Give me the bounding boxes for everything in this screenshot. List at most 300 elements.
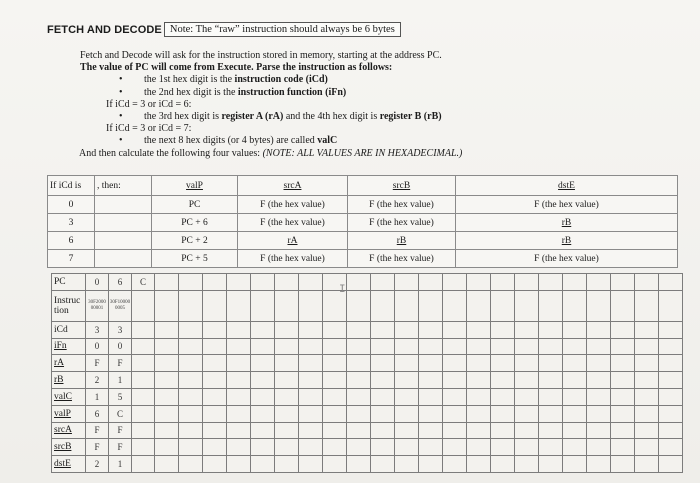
empty-cell: [563, 338, 587, 355]
empty-cell: [179, 355, 203, 372]
trace-row: [52, 372, 683, 389]
empty-cell: [515, 338, 539, 355]
empty-cell: [515, 290, 539, 321]
trace-cell: F: [109, 422, 132, 439]
empty-cell: [347, 274, 371, 291]
trace-cell: F: [86, 439, 109, 456]
empty-cell: [323, 372, 347, 389]
empty-cell: [299, 338, 323, 355]
empty-cell: [179, 274, 203, 291]
empty-cell: [299, 456, 323, 473]
trace-row-label: dstE: [52, 456, 86, 473]
table-cell: 7: [48, 250, 95, 268]
empty-cell: [635, 405, 659, 422]
table-cell: F (the hex value): [456, 196, 678, 214]
empty-cell: [491, 372, 515, 389]
empty-cell: [611, 439, 635, 456]
trace-cell: [132, 355, 155, 372]
empty-cell: [659, 355, 683, 372]
instructions-text: [80, 50, 670, 160]
table-cell: PC: [152, 196, 238, 214]
header-cell: dstE: [456, 176, 678, 196]
header-cell: , then:: [95, 176, 152, 196]
empty-cell: [419, 290, 443, 321]
empty-cell: [227, 338, 251, 355]
empty-cell: [635, 290, 659, 321]
empty-cell: [563, 321, 587, 338]
empty-cell: [659, 338, 683, 355]
empty-cell: [515, 274, 539, 291]
rules-header-row: [48, 176, 678, 196]
trace-cell: [132, 338, 155, 355]
header-cell: If iCd is: [48, 176, 95, 196]
empty-cell: [611, 456, 635, 473]
trace-cell: F: [86, 422, 109, 439]
empty-cell: [347, 321, 371, 338]
empty-cell: [419, 439, 443, 456]
trace-row-label: iFn: [52, 338, 86, 355]
trace-cell: 2: [86, 372, 109, 389]
trace-cell: 0: [86, 274, 109, 291]
empty-cell: [227, 274, 251, 291]
empty-cell: [443, 372, 467, 389]
trace-cell: 5: [109, 388, 132, 405]
empty-cell: [179, 338, 203, 355]
trace-cell: F: [86, 355, 109, 372]
table-cell: F (the hex value): [456, 250, 678, 268]
table-row: [48, 196, 678, 214]
empty-cell: [611, 274, 635, 291]
empty-cell: [251, 405, 275, 422]
empty-cell: [635, 355, 659, 372]
empty-cell: [659, 274, 683, 291]
empty-cell: [515, 321, 539, 338]
trace-cell: 2: [86, 456, 109, 473]
empty-cell: [251, 372, 275, 389]
trace-cell: 3: [86, 321, 109, 338]
table-cell: PC + 6: [152, 214, 238, 232]
empty-cell: [251, 321, 275, 338]
empty-cell: [347, 405, 371, 422]
bullet-ifn: • the 2nd hex digit is the instruction function (iFn): [119, 86, 347, 98]
table-cell: rB: [456, 232, 678, 250]
trace-cell: [132, 439, 155, 456]
trace-row: [52, 274, 683, 291]
empty-cell: [467, 355, 491, 372]
trace-row: [52, 405, 683, 422]
empty-cell: [275, 405, 299, 422]
empty-cell: [347, 355, 371, 372]
empty-cell: [395, 405, 419, 422]
empty-cell: [395, 355, 419, 372]
empty-cell: [587, 439, 611, 456]
trace-row: [52, 355, 683, 372]
empty-cell: [179, 372, 203, 389]
empty-cell: [371, 439, 395, 456]
trace-cell: [132, 290, 155, 321]
empty-cell: [563, 456, 587, 473]
bullet-valc: • the next 8 hex digits (or 4 bytes) are called valC: [119, 135, 338, 147]
empty-cell: [443, 439, 467, 456]
table-cell: F (the hex value): [348, 250, 456, 268]
empty-cell: [395, 439, 419, 456]
text-cursor-icon: I: [339, 284, 346, 296]
empty-cell: [515, 372, 539, 389]
empty-cell: [539, 388, 563, 405]
trace-cell: 1: [86, 388, 109, 405]
empty-cell: [635, 388, 659, 405]
empty-cell: [395, 372, 419, 389]
empty-cell: [347, 456, 371, 473]
empty-cell: [515, 439, 539, 456]
empty-cell: [227, 456, 251, 473]
empty-cell: [371, 321, 395, 338]
trace-cell: F: [109, 355, 132, 372]
empty-cell: [155, 355, 179, 372]
empty-cell: [275, 456, 299, 473]
empty-cell: [515, 456, 539, 473]
table-cell: F (the hex value): [348, 196, 456, 214]
table-cell: rA: [238, 232, 348, 250]
empty-cell: [395, 338, 419, 355]
empty-cell: [587, 290, 611, 321]
empty-cell: [611, 338, 635, 355]
empty-cell: [467, 456, 491, 473]
empty-cell: [491, 422, 515, 439]
empty-cell: [611, 372, 635, 389]
trace-row: [52, 456, 683, 473]
empty-cell: [539, 422, 563, 439]
trace-cell: [132, 321, 155, 338]
empty-cell: [587, 321, 611, 338]
trace-row: [52, 290, 683, 321]
empty-cell: [635, 439, 659, 456]
trace-row: [52, 439, 683, 456]
table-cell: rB: [348, 232, 456, 250]
empty-cell: [635, 274, 659, 291]
empty-cell: [347, 290, 371, 321]
trace-row-label: valC: [52, 388, 86, 405]
empty-cell: [323, 439, 347, 456]
trace-cell: F: [109, 439, 132, 456]
calculate-line: And then calculate the following four values: (NOTE: ALL VALUES ARE IN HEXADECIMAL.): [79, 147, 463, 159]
empty-cell: [251, 338, 275, 355]
table-cell: PC + 2: [152, 232, 238, 250]
trace-cell: 0: [86, 338, 109, 355]
empty-cell: [587, 388, 611, 405]
empty-cell: [275, 355, 299, 372]
empty-cell: [275, 290, 299, 321]
header-cell: srcB: [348, 176, 456, 196]
trace-row: [52, 321, 683, 338]
rules-table: [47, 175, 678, 268]
empty-cell: [299, 388, 323, 405]
empty-cell: [251, 274, 275, 291]
trace-cell: 0: [109, 338, 132, 355]
empty-cell: [659, 290, 683, 321]
empty-cell: [299, 274, 323, 291]
empty-cell: [251, 439, 275, 456]
table-row: [48, 232, 678, 250]
empty-cell: [563, 439, 587, 456]
empty-cell: [587, 338, 611, 355]
empty-cell: [611, 405, 635, 422]
empty-cell: [227, 290, 251, 321]
empty-cell: [587, 456, 611, 473]
empty-cell: [419, 338, 443, 355]
empty-cell: [539, 405, 563, 422]
empty-cell: [275, 422, 299, 439]
trace-row: [52, 388, 683, 405]
empty-cell: [515, 405, 539, 422]
empty-cell: [419, 372, 443, 389]
empty-cell: [179, 439, 203, 456]
empty-cell: [371, 338, 395, 355]
trace-cell: C: [132, 274, 155, 291]
table-cell: F (the hex value): [238, 250, 348, 268]
empty-cell: [251, 456, 275, 473]
table-cell: [95, 250, 152, 268]
empty-cell: [659, 439, 683, 456]
empty-cell: [539, 321, 563, 338]
empty-cell: [659, 372, 683, 389]
empty-cell: [155, 439, 179, 456]
empty-cell: [659, 456, 683, 473]
empty-cell: [299, 355, 323, 372]
empty-cell: [515, 355, 539, 372]
trace-cell: 1: [109, 372, 132, 389]
empty-cell: [419, 422, 443, 439]
empty-cell: [347, 338, 371, 355]
empty-cell: [659, 422, 683, 439]
empty-cell: [275, 321, 299, 338]
empty-cell: [179, 388, 203, 405]
empty-cell: [203, 388, 227, 405]
empty-cell: [635, 422, 659, 439]
table-cell: [95, 232, 152, 250]
empty-cell: [275, 274, 299, 291]
empty-cell: [659, 405, 683, 422]
bullet-icon: •: [119, 135, 123, 147]
trace-row-label: rA: [52, 355, 86, 372]
empty-cell: [491, 388, 515, 405]
trace-cell: 30F10000 0005: [109, 290, 132, 321]
empty-cell: [611, 388, 635, 405]
trace-row-label: rB: [52, 372, 86, 389]
empty-cell: [203, 321, 227, 338]
empty-cell: [491, 456, 515, 473]
empty-cell: [443, 355, 467, 372]
empty-cell: [347, 422, 371, 439]
empty-cell: [155, 321, 179, 338]
empty-cell: [179, 422, 203, 439]
empty-cell: [467, 274, 491, 291]
trace-row-label: srcB: [52, 439, 86, 456]
empty-cell: [179, 321, 203, 338]
empty-cell: [443, 422, 467, 439]
empty-cell: [155, 274, 179, 291]
empty-cell: [563, 388, 587, 405]
empty-cell: [467, 338, 491, 355]
table-cell: 0: [48, 196, 95, 214]
empty-cell: [155, 290, 179, 321]
empty-cell: [419, 355, 443, 372]
empty-cell: [227, 321, 251, 338]
empty-cell: [275, 338, 299, 355]
empty-cell: [491, 321, 515, 338]
empty-cell: [467, 321, 491, 338]
empty-cell: [659, 388, 683, 405]
empty-cell: [539, 338, 563, 355]
empty-cell: [563, 290, 587, 321]
empty-cell: [155, 338, 179, 355]
trace-row-label: srcA: [52, 422, 86, 439]
bullet-registers: • the 3rd hex digit is register A (rA) and the 4th hex digit is register B (rB): [119, 111, 442, 123]
empty-cell: [227, 372, 251, 389]
note-box: Note: The “raw” instruction should always be 6 bytes: [164, 22, 401, 37]
trace-grid: [51, 273, 683, 473]
empty-cell: [659, 321, 683, 338]
empty-cell: [203, 290, 227, 321]
empty-cell: [635, 321, 659, 338]
empty-cell: [299, 405, 323, 422]
table-cell: 3: [48, 214, 95, 232]
empty-cell: [203, 439, 227, 456]
empty-cell: [299, 321, 323, 338]
bullet-icd: • the 1st hex digit is the instruction code (iCd): [119, 74, 328, 86]
empty-cell: [323, 405, 347, 422]
empty-cell: [443, 274, 467, 291]
empty-cell: [275, 372, 299, 389]
empty-cell: [275, 439, 299, 456]
empty-cell: [203, 338, 227, 355]
empty-cell: [611, 321, 635, 338]
empty-cell: [395, 290, 419, 321]
empty-cell: [539, 290, 563, 321]
empty-cell: [179, 290, 203, 321]
table-row: [48, 250, 678, 268]
empty-cell: [395, 388, 419, 405]
trace-cell: [132, 405, 155, 422]
empty-cell: [539, 274, 563, 291]
trace-cell: 6: [109, 274, 132, 291]
table-cell: PC + 5: [152, 250, 238, 268]
empty-cell: [587, 405, 611, 422]
condition-2: If iCd = 3 or iCd = 7:: [106, 123, 192, 135]
empty-cell: [227, 388, 251, 405]
bullet-icon: •: [119, 111, 123, 123]
trace-row: [52, 338, 683, 355]
trace-cell: 6: [86, 405, 109, 422]
empty-cell: [371, 274, 395, 291]
empty-cell: [323, 355, 347, 372]
empty-cell: [347, 388, 371, 405]
trace-cell: C: [109, 405, 132, 422]
empty-cell: [467, 422, 491, 439]
empty-cell: [371, 405, 395, 422]
empty-cell: [515, 388, 539, 405]
empty-cell: [539, 372, 563, 389]
empty-cell: [587, 372, 611, 389]
empty-cell: [227, 439, 251, 456]
empty-cell: [203, 422, 227, 439]
empty-cell: [371, 355, 395, 372]
empty-cell: [395, 321, 419, 338]
empty-cell: [347, 372, 371, 389]
empty-cell: [299, 372, 323, 389]
empty-cell: [395, 456, 419, 473]
empty-cell: [251, 290, 275, 321]
empty-cell: [587, 274, 611, 291]
empty-cell: [251, 422, 275, 439]
trace-row-label: valP: [52, 405, 86, 422]
empty-cell: [467, 290, 491, 321]
trace-cell: [132, 422, 155, 439]
empty-cell: [203, 372, 227, 389]
empty-cell: [467, 372, 491, 389]
empty-cell: [563, 422, 587, 439]
empty-cell: [443, 321, 467, 338]
empty-cell: [491, 274, 515, 291]
empty-cell: [323, 321, 347, 338]
trace-cell: [132, 372, 155, 389]
empty-cell: [587, 422, 611, 439]
empty-cell: [539, 439, 563, 456]
empty-cell: [587, 355, 611, 372]
header-cell: valP: [152, 176, 238, 196]
table-cell: rB: [456, 214, 678, 232]
empty-cell: [227, 422, 251, 439]
empty-cell: [419, 321, 443, 338]
empty-cell: [491, 439, 515, 456]
table-cell: F (the hex value): [348, 214, 456, 232]
empty-cell: [539, 456, 563, 473]
empty-cell: [491, 405, 515, 422]
empty-cell: [203, 274, 227, 291]
header: [47, 22, 401, 37]
empty-cell: [491, 290, 515, 321]
page-title: FETCH AND DECODE: [47, 23, 162, 36]
table-cell: 6: [48, 232, 95, 250]
empty-cell: [371, 290, 395, 321]
empty-cell: [635, 456, 659, 473]
empty-cell: [539, 355, 563, 372]
empty-cell: [155, 422, 179, 439]
empty-cell: [179, 405, 203, 422]
trace-row-label: iCd: [52, 321, 86, 338]
empty-cell: [323, 338, 347, 355]
empty-cell: [611, 355, 635, 372]
trace-cell: 30F2000 00001: [86, 290, 109, 321]
trace-cell: 1: [109, 456, 132, 473]
empty-cell: [299, 422, 323, 439]
intro-line-2: The value of PC will come from Execute. Parse the instruction as follows:: [80, 62, 393, 74]
empty-cell: [443, 388, 467, 405]
table-row: [48, 214, 678, 232]
bullet-icon: •: [119, 74, 123, 86]
empty-cell: [563, 355, 587, 372]
condition-1: If iCd = 3 or iCd = 6:: [106, 98, 192, 110]
empty-cell: [227, 405, 251, 422]
intro-line-1: Fetch and Decode will ask for the instruction stored in memory, starting at the address PC.: [80, 50, 442, 61]
empty-cell: [563, 274, 587, 291]
empty-cell: [443, 290, 467, 321]
empty-cell: [299, 439, 323, 456]
empty-cell: [371, 388, 395, 405]
empty-cell: [179, 456, 203, 473]
empty-cell: [155, 388, 179, 405]
empty-cell: [443, 405, 467, 422]
